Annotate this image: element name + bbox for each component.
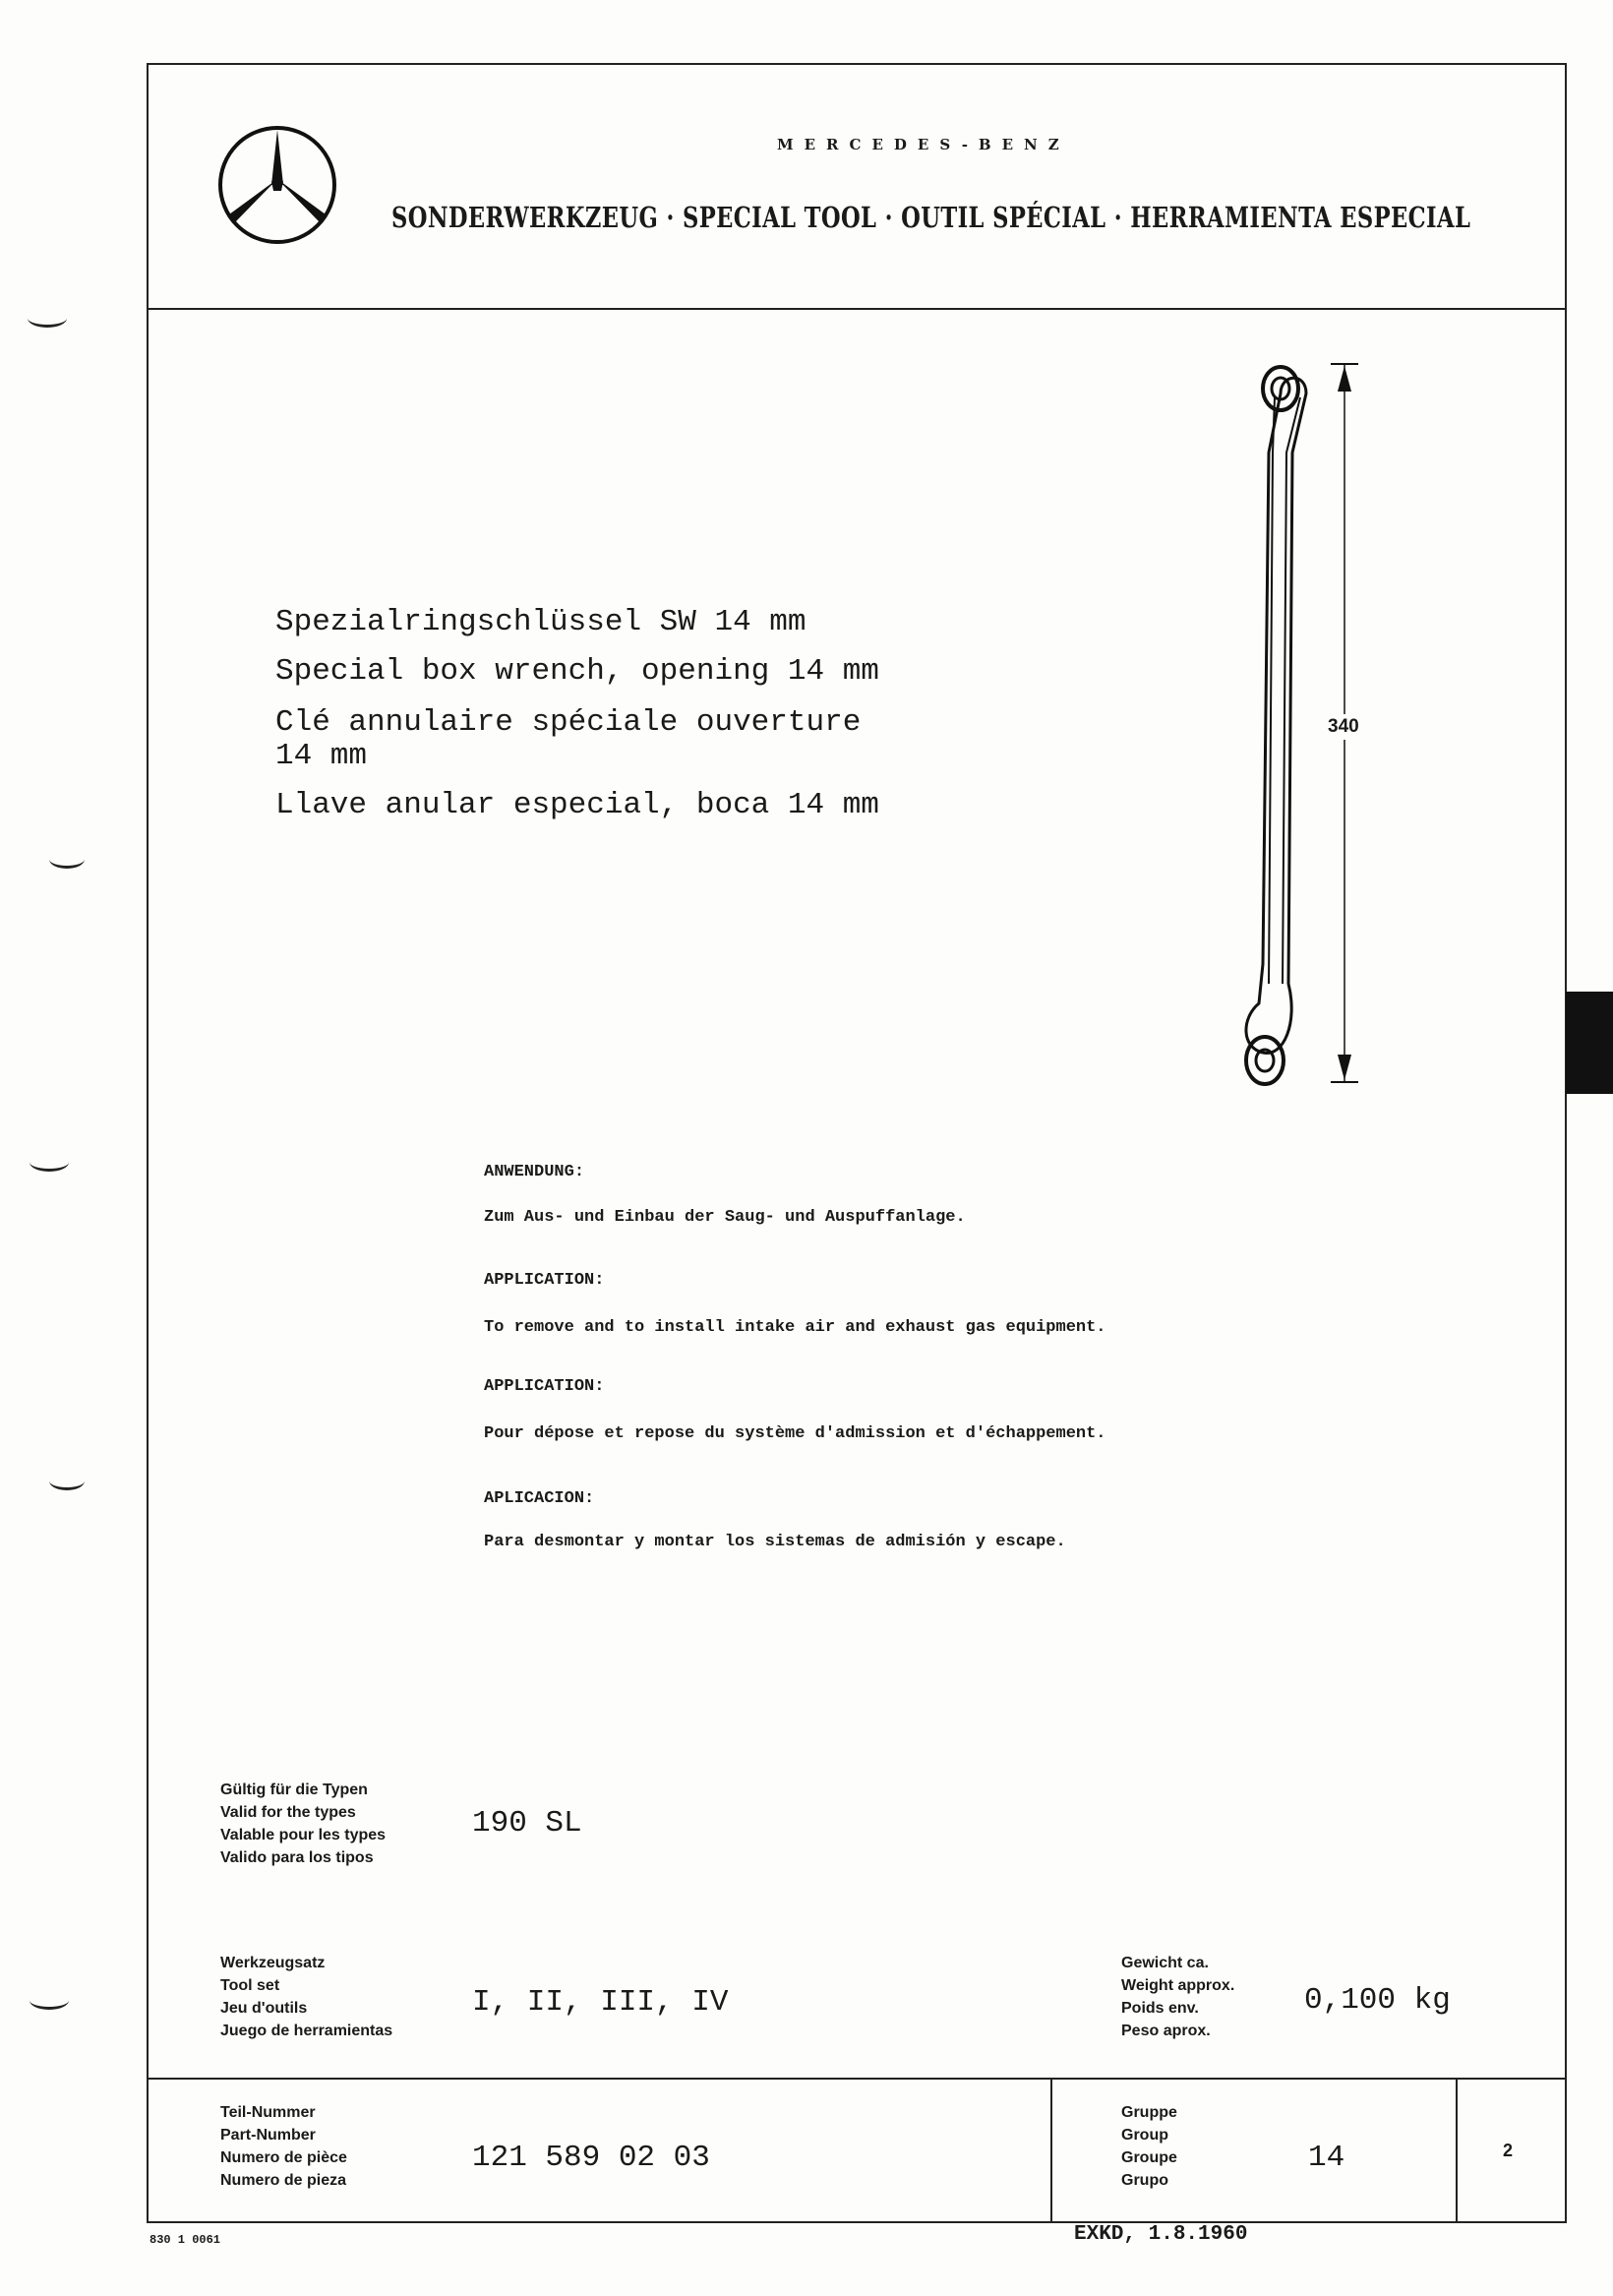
valid-types-label-es: Valido para los tipos	[220, 1849, 374, 1866]
tool-set-label-fr: Jeu d'outils	[220, 2000, 308, 2017]
weight-labels	[1121, 1952, 1234, 2042]
tool-set-label-es: Juego de herramientas	[220, 2023, 393, 2039]
part-number-label-fr: Numero de pièce	[220, 2149, 347, 2166]
brand-name: MERCEDES-BENZ	[777, 136, 1070, 153]
group-labels	[1121, 2101, 1177, 2192]
header-title: SONDERWERKZEUG · SPECIAL TOOL · OUTIL SPÉCIAL · HERRAMIENTA ESPECIAL	[391, 201, 1471, 234]
weight-value: 0,100 kg	[1304, 1983, 1451, 2018]
group-column-divider	[1050, 2078, 1052, 2222]
application-text-de: Zum Aus- und Einbau der Saug- und Auspuffanlage.	[484, 1208, 966, 1227]
part-number-label-de: Teil-Nummer	[220, 2104, 316, 2121]
application-heading-en: APPLICATION:	[484, 1271, 605, 1290]
weight-label-fr: Poids env.	[1121, 2000, 1199, 2017]
punch-mark	[49, 1472, 85, 1490]
group-label-en: Group	[1121, 2127, 1168, 2144]
tool-set-label-en: Tool set	[220, 1977, 280, 1994]
group-label-es: Grupo	[1121, 2172, 1168, 2189]
valid-types-value: 190 SL	[472, 1806, 582, 1841]
weight-label-de: Gewicht ca.	[1121, 1955, 1209, 1971]
valid-types-label-en: Valid for the types	[220, 1804, 356, 1821]
application-text-es: Para desmontar y montar los sistemas de admisión y escape.	[484, 1533, 1066, 1551]
header-divider	[147, 308, 1567, 310]
punch-mark	[30, 1153, 69, 1172]
part-number-label-en: Part-Number	[220, 2127, 316, 2144]
form-code: 830 1 0061	[149, 2233, 221, 2247]
mercedes-star-logo	[216, 124, 338, 246]
sheet-number: 2	[1503, 2141, 1514, 2160]
edition-stamp: EXKD, 1.8.1960	[1074, 2223, 1248, 2246]
tool-set-label-de: Werkzeugsatz	[220, 1955, 326, 1971]
tool-name-en: Special box wrench, opening 14 mm	[275, 654, 879, 689]
punch-mark	[49, 850, 85, 869]
tool-name-es: Llave anular especial, boca 14 mm	[275, 788, 879, 822]
sheet-column-divider	[1456, 2078, 1458, 2222]
part-number-label-es: Numero de pieza	[220, 2172, 347, 2189]
right-edge-marker	[1566, 992, 1613, 1094]
weight-label-es: Peso aprox.	[1121, 2023, 1211, 2039]
tool-name-fr: Clé annulaire spéciale ouverture 14 mm	[275, 705, 862, 773]
punch-mark	[28, 309, 67, 328]
application-text-en: To remove and to install intake air and exhaust gas equipment.	[484, 1318, 1106, 1337]
footer-divider	[147, 2078, 1567, 2080]
group-label-de: Gruppe	[1121, 2104, 1177, 2121]
application-heading-de: ANWENDUNG:	[484, 1163, 585, 1181]
group-value: 14	[1308, 2141, 1345, 2175]
group-label-fr: Groupe	[1121, 2149, 1177, 2166]
tool-set-labels	[220, 1952, 392, 2042]
valid-types-label-de: Gültig für die Typen	[220, 1782, 368, 1798]
application-text-fr: Pour dépose et repose du système d'admission et d'échappement.	[484, 1424, 1106, 1443]
part-number-value: 121 589 02 03	[472, 2141, 710, 2175]
application-heading-es: APLICACION:	[484, 1489, 595, 1508]
valid-types-labels	[220, 1779, 386, 1869]
punch-mark	[30, 1991, 69, 2010]
valid-types-label-fr: Valable pour les types	[220, 1827, 387, 1843]
part-number-labels	[220, 2101, 347, 2192]
application-heading-fr: APPLICATION:	[484, 1377, 605, 1396]
dimension-label: 340	[1328, 714, 1359, 740]
tool-name-de: Spezialringschlüssel SW 14 mm	[275, 605, 806, 639]
weight-label-en: Weight approx.	[1121, 1977, 1235, 1994]
tool-set-value: I, II, III, IV	[472, 1985, 729, 2020]
